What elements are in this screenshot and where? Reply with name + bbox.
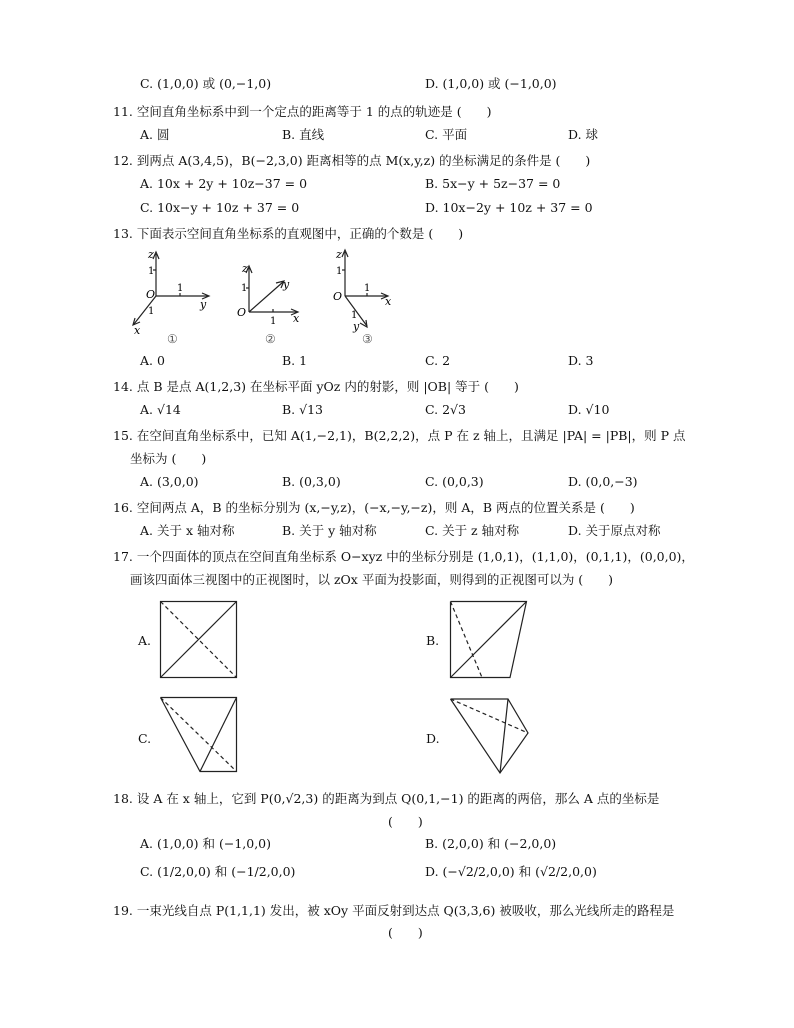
q16-option-b: B. 关于 y 轴对称	[282, 523, 377, 538]
fig1-origin: O	[146, 288, 156, 301]
q17-label-b: B.	[426, 633, 440, 648]
q16-option-d: D. 关于原点对称	[568, 523, 661, 538]
fig1-tick-x: 1	[148, 306, 155, 317]
fig3-origin: O	[333, 290, 343, 303]
fig2-y-label: y	[283, 278, 290, 291]
q18-option-b: B. (2,0,0) 和 (−2,0,0)	[425, 836, 557, 851]
fig3-x-label: x	[385, 295, 392, 308]
fig1-y-label: y	[200, 298, 207, 311]
fig2-z-label: z	[242, 262, 248, 275]
q14-option-c: C. 2√3	[425, 402, 466, 417]
q13-option-c: C. 2	[425, 353, 451, 368]
q13-figure-3	[325, 246, 425, 336]
q13-figure-1	[120, 248, 220, 338]
q13-option-a: A. 0	[140, 353, 165, 368]
q14-option-b: B. √13	[282, 402, 324, 417]
q15-option-d: D. (0,0,−3)	[568, 474, 638, 489]
fig2-origin: O	[237, 306, 247, 319]
q11-stem: 11. 空间直角坐标系中到一个定点的距离等于 1 的点的轨迹是 ( )	[113, 104, 492, 119]
q15-option-c: C. (0,0,3)	[425, 474, 484, 489]
q15-stem-line1: 15. 在空间直角坐标系中，已知 A(1,−2,1)，B(2,2,2)，点 P 在 z 轴上，且满足 |PA| = |PB|，则 P 点	[113, 428, 686, 443]
q13-caption-2: ②	[265, 332, 276, 346]
fig2-tick-x: 1	[270, 316, 277, 327]
fig3-tick-z: 1	[336, 266, 343, 277]
q17-stem-line2: 画该四面体三视图中的正视图时，以 zOx 平面为投影面，则得到的正视图可以为 ( )	[130, 572, 614, 587]
q14-option-d: D. √10	[568, 402, 610, 417]
fig1-z-label: z	[148, 248, 154, 261]
q13-stem: 13. 下面表示空间直角坐标系的直观图中，正确的个数是 ( )	[113, 226, 464, 241]
q16-stem: 16. 空间两点 A，B 的坐标分别为 (x,−y,z)，(−x,−y,−z)，则 A，B 两点的位置关系是 ( )	[113, 500, 635, 515]
fig3-tick-x: 1	[364, 283, 371, 294]
fig1-x-label: x	[134, 324, 141, 337]
fig3-y-label: y	[353, 320, 360, 333]
q12-stem: 12. 到两点 A(3,4,5)，B(−2,3,0) 距离相等的点 M(x,y,z) 的坐标满足的条件是 ( )	[113, 153, 591, 168]
q14-option-a: A. √14	[140, 402, 181, 417]
q13-option-b: B. 1	[282, 353, 308, 368]
q17-label-a: A.	[138, 633, 152, 648]
q17-label-d: D.	[426, 731, 440, 746]
q11-option-a: A. 圆	[140, 127, 170, 142]
q14-stem: 14. 点 B 是点 A(1,2,3) 在坐标平面 yOz 内的射影，则 |OB| 等于 ( )	[113, 379, 519, 394]
q11-option-b: B. 直线	[282, 127, 325, 142]
q18-option-d: D. (−√2/2,0,0) 和 (√2/2,0,0)	[425, 864, 597, 879]
q12-option-c: C. 10x−y + 10z + 37 = 0	[140, 200, 300, 215]
q17-figure-a	[160, 601, 250, 681]
q18-stem: 18. 设 A 在 x 轴上，它到 P(0,√2,3) 的距离为到点 Q(0,1,−1) 的距离的两倍，那么 A 点的坐标是	[113, 791, 660, 806]
q12-option-b: B. 5x−y + 5z−37 = 0	[425, 176, 561, 191]
q17-figure-b	[450, 601, 540, 681]
q15-option-a: A. (3,0,0)	[140, 474, 199, 489]
q19-answer-paren: ( )	[388, 925, 423, 940]
q17-stem-line1: 17. 一个四面体的顶点在空间直角坐标系 O−xyz 中的坐标分别是 (1,0,1)，(1,1,0)，(0,1,1)，(0,0,0)，	[113, 549, 694, 564]
q11-option-c: C. 平面	[425, 127, 468, 142]
q10-option-c: C. (1,0,0) 或 (0,−1,0)	[140, 76, 272, 91]
q13-option-d: D. 3	[568, 353, 594, 368]
q15-option-b: B. (0,3,0)	[282, 474, 341, 489]
q12-option-d: D. 10x−2y + 10z + 37 = 0	[425, 200, 593, 215]
q17-label-c: C.	[138, 731, 152, 746]
fig1-tick-z: 1	[148, 266, 155, 277]
q17-figure-c	[160, 697, 250, 777]
q13-caption-3: ③	[362, 332, 373, 346]
fig2-x-label: x	[293, 312, 300, 325]
q15-stem-line2: 坐标为 ( )	[130, 451, 207, 466]
q11-option-d: D. 球	[568, 127, 599, 142]
q13-caption-1: ①	[167, 332, 178, 346]
q12-option-a: A. 10x + 2y + 10z−37 = 0	[140, 176, 308, 191]
q18-option-a: A. (1,0,0) 和 (−1,0,0)	[140, 836, 272, 851]
q19-stem: 19. 一束光线自点 P(1,1,1) 发出，被 xOy 平面反射到达点 Q(3,3,6) 被吸收，那么光线所走的路程是	[113, 903, 675, 918]
q16-option-c: C. 关于 z 轴对称	[425, 523, 520, 538]
q18-answer-paren: ( )	[388, 814, 423, 829]
fig3-z-label: z	[336, 248, 342, 261]
fig2-tick-z: 1	[241, 283, 248, 294]
fig3-tick-y: 1	[351, 310, 358, 321]
fig1-tick-y: 1	[177, 283, 184, 294]
q10-option-d: D. (1,0,0) 或 (−1,0,0)	[425, 76, 557, 91]
q16-option-a: A. 关于 x 轴对称	[140, 523, 235, 538]
q18-option-c: C. (1/2,0,0) 和 (−1/2,0,0)	[140, 864, 296, 879]
q17-figure-d	[450, 697, 540, 777]
